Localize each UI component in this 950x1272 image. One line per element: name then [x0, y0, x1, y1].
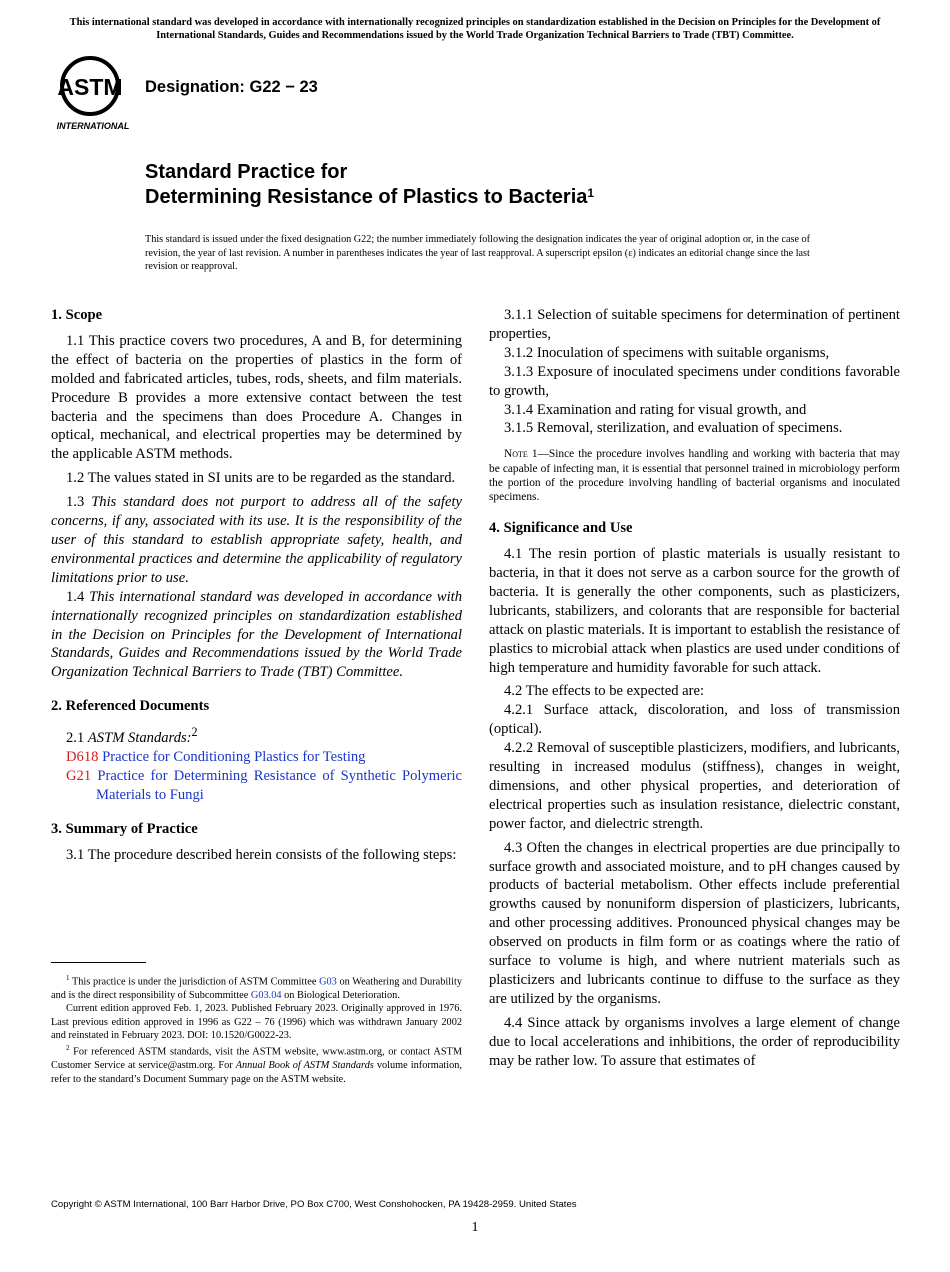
svg-text:ASTM: ASTM	[57, 74, 123, 100]
reference-g21[interactable]: G21 Practice for Determining Resistance of Synthetic Polymeric Materials to Fungi	[66, 767, 462, 803]
title-line-1: Standard Practice for	[145, 161, 348, 183]
paragraph-4-3: 4.3 Often the changes in electrical properties are due principally to surface growth and associated moisture, and to pH changes caused by products of bacterial metabolism. Other effects include preferential growths caused by nonuniform dispersion of plasticizers, lubricants, and other processing additives. Pronounced physical changes may be observed on products in film form or as coatings where the ratio of surface to volume is high, and where nutrient materials such as plasticizers and lubricants continue to diffuse to the surface as they are utilized by the organisms.	[489, 839, 900, 1007]
paragraph-1-4: 1.4 This international standard was developed in accordance with internationally recognized principles on standardization established in the Decision on Principles for the Development of International Standards, Guides and Recommendations issued by the World Trade Organization Technical Barriers to Trade (TBT) Committee.	[51, 588, 463, 681]
document-title	[145, 160, 594, 210]
paragraph-3-1-3: 3.1.3 Exposure of inoculated specimens under conditions favorable to growth,	[489, 363, 900, 399]
svg-text:INTERNATIONAL: INTERNATIONAL	[56, 121, 130, 131]
title-line-2: Determining Resistance of Plastics to Bacteria$^1$	[145, 186, 595, 208]
astm-logo	[53, 55, 135, 131]
paragraph-4-4: 4.4 Since attack by organisms involves a large element of change due to local accelerations and inhibitions, the order of reproducibility may be rather low. To assure that estimates of	[489, 1014, 900, 1069]
paragraph-1-3: 1.3 This standard does not purport to address all of the safety concerns, if any, associated with its use. It is the responsibility of the user of this standard to establish appropriate safety, health, and environmental practices and determine the applicability of regulatory limitations prior to use.	[51, 494, 462, 586]
footnotes	[51, 972, 462, 1086]
paragraph-3-1-1: 3.1.1 Selection of suitable specimens for determination of pertinent properties,	[489, 307, 900, 342]
paragraph-4-1: 4.1 The resin portion of plastic materials is usually resistant to bacteria, in that it does not serve as a carbon source for the growth of bacteria. It is generally the other components, such as plasticizers, lubricants, stabilizers, and colorants that are responsible for bacterial attack on plastic materials. It is important to establish the resistance of plastics to microbial attack when plastics are used under conditions of high temperature and humidity favorable for such attack.	[489, 546, 900, 676]
paragraph-3-1-2: 3.1.2 Inoculation of specimens with suitable organisms,	[504, 344, 830, 361]
link-g03-04[interactable]: G03.04	[250, 989, 282, 1001]
paragraph-3-1-5: 3.1.5 Removal, sterilization, and evaluation of specimens.	[504, 420, 843, 437]
paragraph-2-1: 2.1 ASTM Standards:$^2$	[66, 725, 198, 746]
left-column	[51, 306, 462, 864]
paragraph-3-1: 3.1 The procedure described herein consists of the following steps:	[66, 846, 457, 863]
footnote-1-edition: Current edition approved Feb. 1, 2023. Published February 2023. Originally approved in 1976. Last previous edition approved in 1996 as G22 – 76 (1996) which was withdrawn January 2002 and reinstated in February 2023. DOI: 10.1520/G0022-23.	[51, 1003, 462, 1042]
paragraph-1-1: 1.1 This practice covers two procedures, A and B, for determining the effect of bacteria on the properties of plastics in the form of molded and fabricated articles, tubes, rods, sheets, and film materials. Procedure B provides a more extensive contact between the test bacteria and the specimens than does Procedure A. Changes in optical, mechanical, and electrical properties may be determined by the applicable ASTM methods.	[51, 332, 462, 463]
footnote-divider	[51, 962, 146, 963]
section-heading-significance: 4. Significance and Use	[489, 520, 633, 537]
designation: Designation: G22 − 23	[145, 78, 318, 96]
right-column	[489, 306, 900, 1071]
copyright-line: Copyright © ASTM International, 100 Barr Harbor Drive, PO Box C700, West Conshohocken, PA 19428-2959. United States	[51, 1199, 577, 1210]
title-footnote-marker[interactable]: 1	[587, 186, 595, 200]
international-standard-notice: This international standard was developed in accordance with internationally recognized principles on standardization established in the Decision on Principles for the Development of International Standards, Guides and Recommendations issued by the World Trade Organization Technical Barriers to Trade (TBT) Committee.	[69, 17, 881, 41]
issue-note: This standard is issued under the fixed designation G22; the number immediately following the designation indicates the year of original adoption or, in the case of revision, the year of last revision. A number in parentheses indicates the year of last reapproval. A superscript epsilon (ε) indicates an editorial change since the last revision or reapproval.	[145, 234, 811, 272]
footnote-1: $^1$ This practice is under the jurisdiction of ASTM Committee G03 on Weathering and Durability and is the direct responsibility of Subcommittee G03.04 on Biological Deterioration.	[51, 974, 462, 1001]
paragraph-4-2-2: 4.2.2 Removal of susceptible plasticizers, modifiers, and lubricants, resulting in increased modulus (stiffness), changes in weight, dimensions, and other physical properties, and deterioration of electrical properties such as insulation resistance, dielectric constant, power factor, and dielectric strength.	[489, 740, 900, 832]
paragraph-4-2: 4.2 The effects to be expected are:	[504, 683, 705, 700]
section-heading-summary: 3. Summary of Practice	[51, 820, 198, 837]
reference-d618[interactable]: D618 Practice for Conditioning Plastics for Testing	[66, 748, 366, 765]
section-heading-scope: 1. Scope	[51, 307, 103, 323]
paragraph-1-2: 1.2 The values stated in SI units are to be regarded as the standard.	[66, 470, 456, 487]
section-heading-referenced-documents: 2. Referenced Documents	[51, 698, 210, 715]
paragraph-4-2-1: 4.2.1 Surface attack, discoloration, and loss of transmission (optical).	[489, 702, 900, 738]
page-number: 1	[471, 1220, 479, 1235]
footnote-2: $^2$ For referenced ASTM standards, visit the ASTM website, www.astm.org, or contact ASTM Customer Service at service@astm.org. For Annual Book of ASTM Standards volume information, refer to the standard’s Document Summary page on the ASTM website.	[51, 1044, 462, 1085]
paragraph-3-1-4: 3.1.4 Examination and rating for visual growth, and	[504, 401, 807, 418]
note-1: Note 1—Since the procedure involves handling and working with bacteria that may be capable of infecting man, it is essential that personnel trained in microbiology perform the portion of the procedure involving handling of bacterial organisms and inoculated specimens.	[489, 448, 900, 503]
link-g03[interactable]: G03	[319, 976, 337, 988]
